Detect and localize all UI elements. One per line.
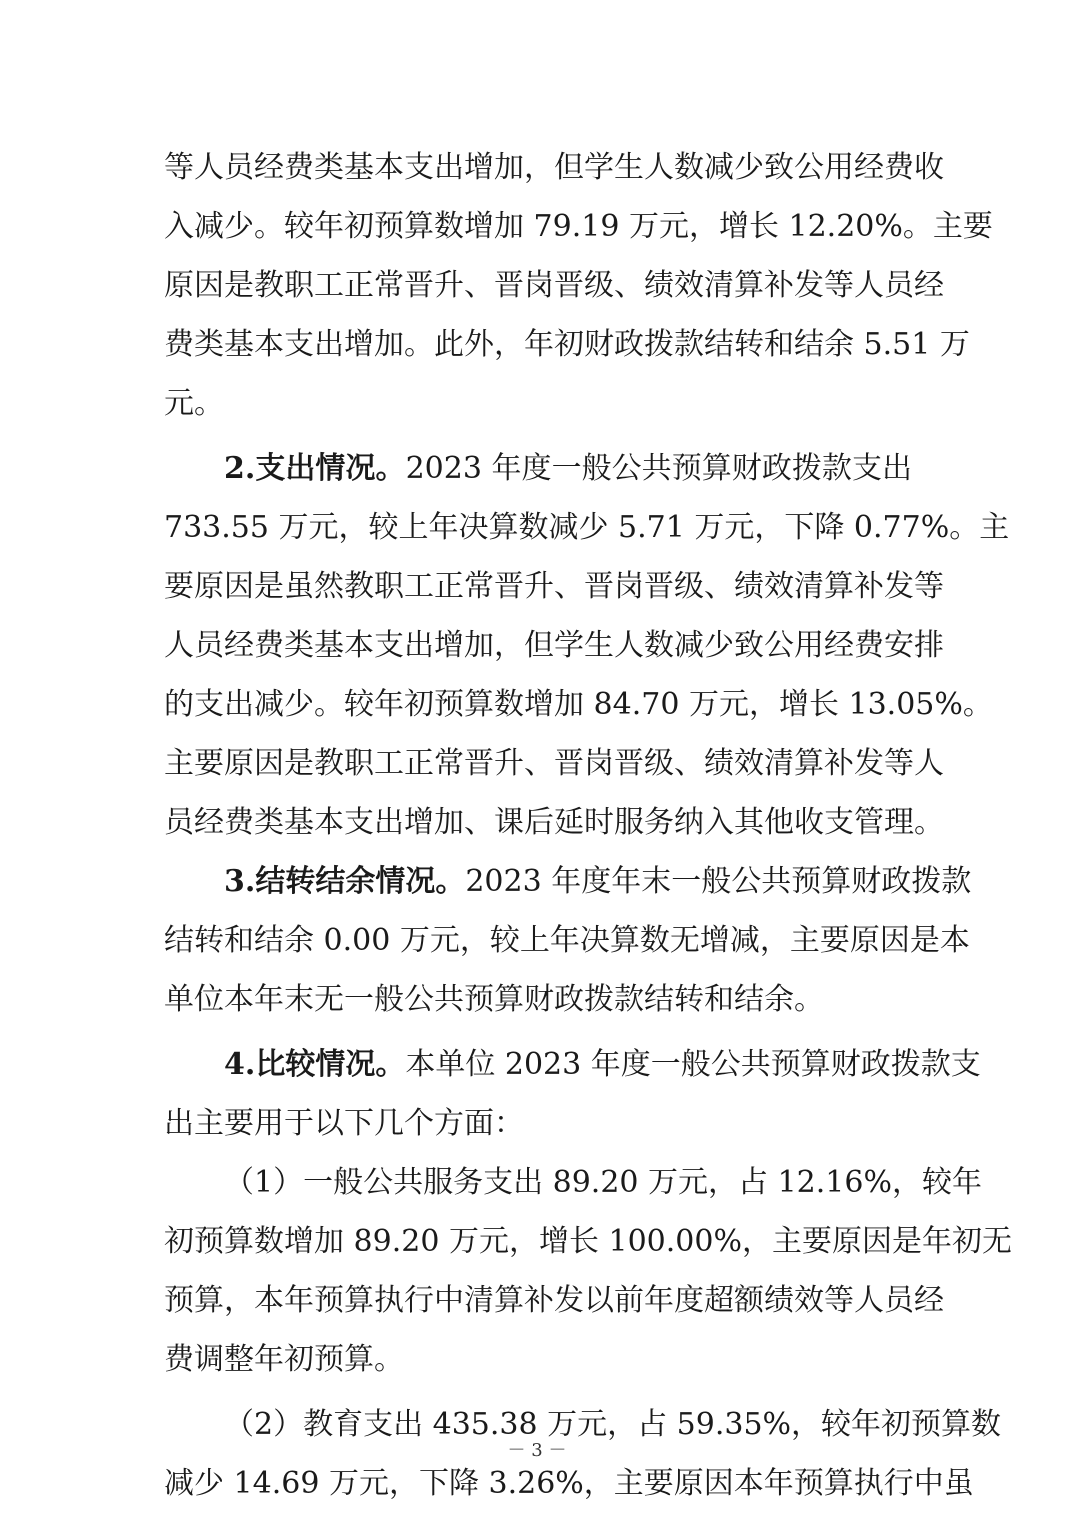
text-line: 等人员经费类基本支出增加，但学生人数减少致公用经费收 [164, 150, 944, 185]
section-heading-expenditure: 2.支出情况。 [224, 451, 406, 486]
document-body [164, 138, 1012, 1513]
text-line: 费类基本支出增加。此外，年初财政拨款结转和结余 5.51 万 [164, 327, 970, 362]
paragraph-income-continuation [164, 138, 993, 433]
page-number: － 3 － [507, 1440, 567, 1461]
paragraph-expenditure [164, 439, 1010, 852]
text-line [164, 1035, 981, 1094]
paragraph-carryover [164, 852, 972, 1029]
text-line: 预算，本年预算执行中清算补发以前年度超额绩效等人员经 [164, 1283, 944, 1318]
paragraph-comparison [164, 1035, 981, 1153]
text-line: 原因是教职工正常晋升、晋岗晋级、绩效清算补发等人员经 [164, 268, 944, 303]
text-span: 2023 年度年末一般公共预算财政拨款 [465, 864, 972, 899]
text-line: 出主要用于以下几个方面： [164, 1106, 524, 1141]
text-line: 费调整年初预算。 [164, 1342, 404, 1377]
text-line: 结转和结余 0.00 万元，较上年决算数无增减，主要原因是本 [164, 923, 970, 958]
section-heading-comparison: 4.比较情况。 [224, 1047, 406, 1082]
section-heading-carryover: 3.结转结余情况。 [224, 864, 466, 899]
text-line: 要原因是虽然教职工正常晋升、晋岗晋级、绩效清算补发等 [164, 569, 944, 604]
text-line: （2）教育支出 435.38 万元，占 59.35%，较年初预算数 [224, 1407, 1002, 1442]
text-line: （1）一般公共服务支出 89.20 万元，占 12.16%，较年 [224, 1165, 982, 1200]
paragraph-item-1 [164, 1153, 1012, 1389]
text-line: 人员经费类基本支出增加，但学生人数减少致公用经费安排 [164, 628, 944, 663]
text-line: 单位本年末无一般公共预算财政拨款结转和结余。 [164, 982, 824, 1017]
text-line [164, 852, 972, 911]
text-line: 的支出减少。较年初预算数增加 84.70 万元，增长 13.05%。 [164, 687, 993, 722]
text-line [164, 439, 912, 498]
text-line: 入减少。较年初预算数增加 79.19 万元，增长 12.20%。主要 [164, 209, 993, 244]
text-line: 元。 [164, 386, 224, 421]
text-line: 减少 14.69 万元，下降 3.26%，主要原因本年预算执行中虽 [164, 1466, 974, 1501]
text-line: 主要原因是教职工正常晋升、晋岗晋级、绩效清算补发等人 [164, 746, 944, 781]
text-line: 733.55 万元，较上年决算数减少 5.71 万元，下降 0.77%。主 [164, 510, 1010, 545]
text-line: 员经费类基本支出增加、课后延时服务纳入其他收支管理。 [164, 805, 944, 840]
text-line: 初预算数增加 89.20 万元，增长 100.00%，主要原因是年初无 [164, 1224, 1012, 1259]
text-span: 本单位 2023 年度一般公共预算财政拨款支 [405, 1047, 981, 1082]
text-span: 2023 年度一般公共预算财政拨款支出 [405, 451, 912, 486]
